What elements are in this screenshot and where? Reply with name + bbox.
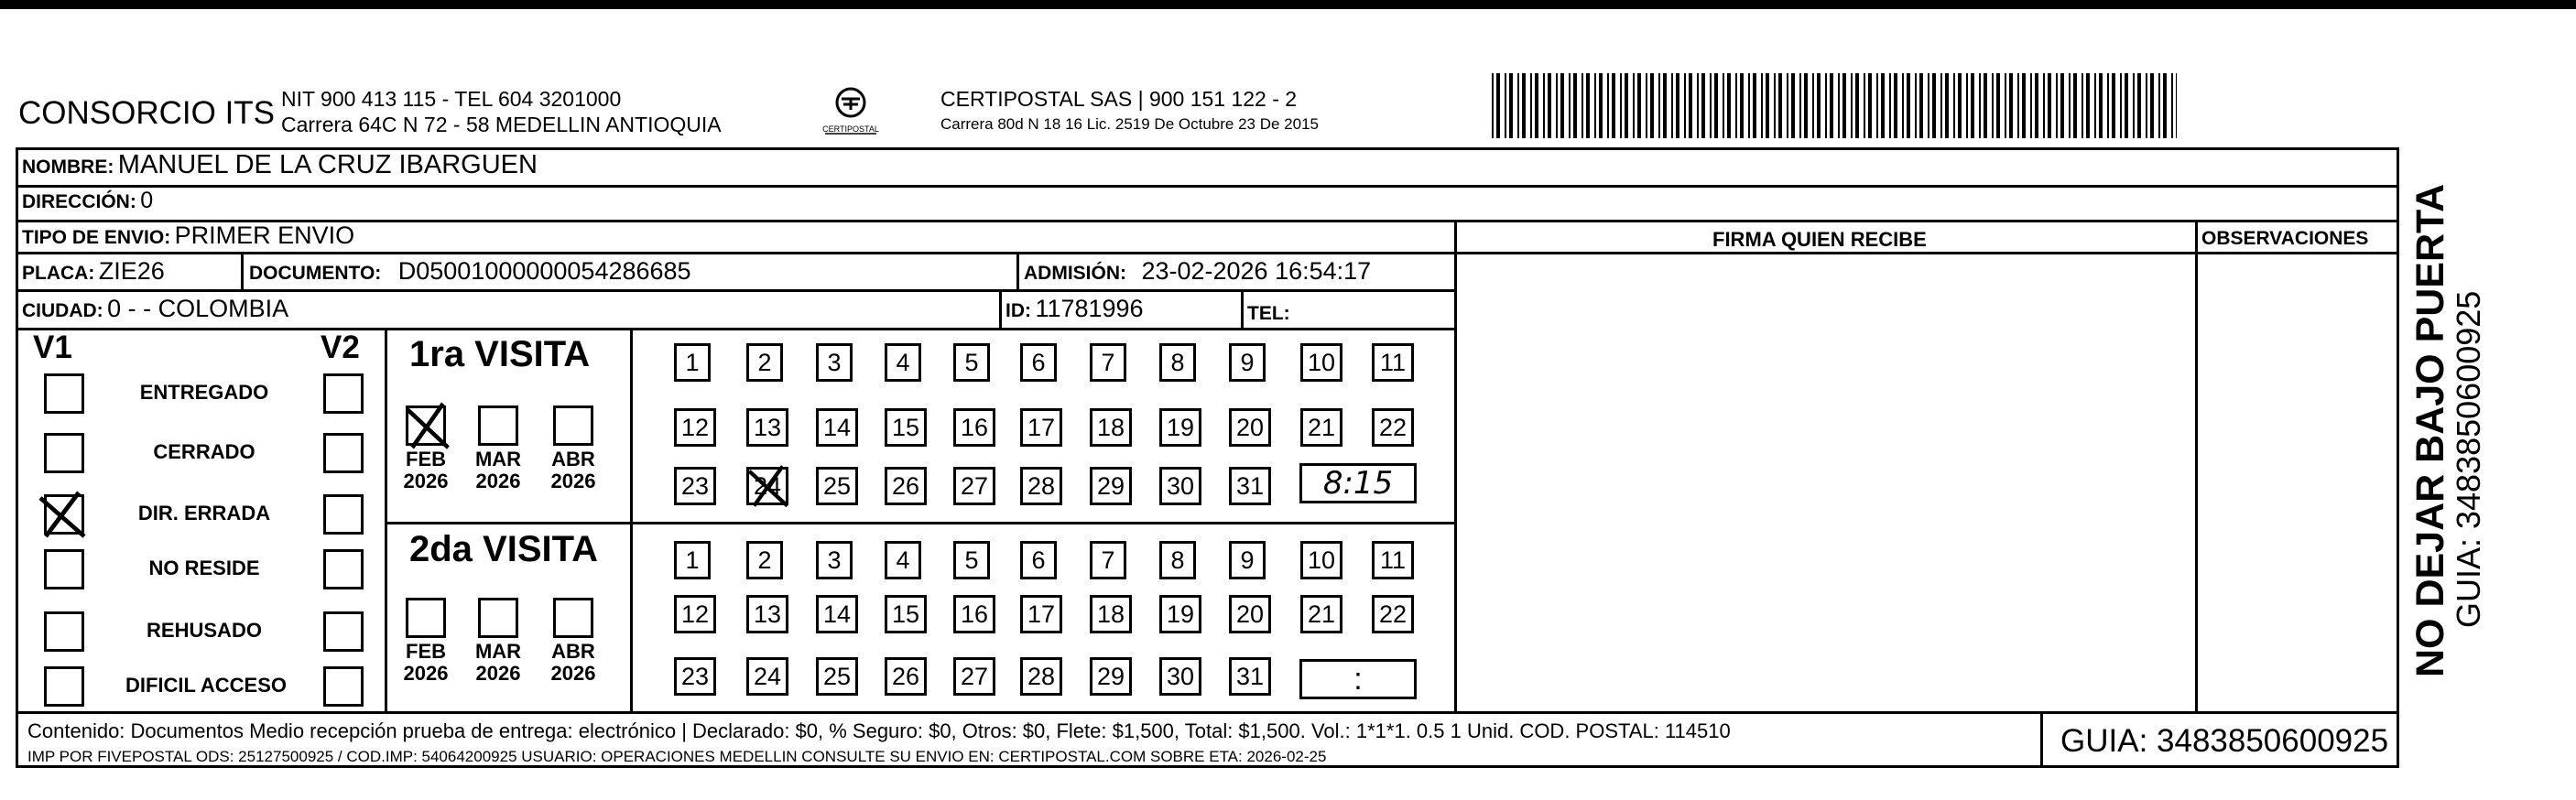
- month-checkbox[interactable]: [553, 405, 593, 446]
- tel-cell: [1247, 297, 1290, 327]
- day-box[interactable]: 4: [885, 343, 921, 382]
- month-checkbox[interactable]: [478, 405, 518, 446]
- v1-checkbox[interactable]: [44, 549, 84, 589]
- day-box[interactable]: 22: [1372, 595, 1414, 633]
- day-box[interactable]: 28: [1020, 467, 1062, 505]
- tel-label: TEL:: [1247, 303, 1290, 324]
- month-name: ABR: [551, 640, 595, 663]
- ciudad-cell: [22, 295, 288, 323]
- rule: [16, 185, 2399, 188]
- ciudad-label: CIUDAD:: [22, 300, 103, 321]
- admision-value: 23-02-2026 16:54:17: [1141, 257, 1372, 285]
- v1-checkbox[interactable]: [44, 373, 84, 414]
- certipostal-line: CERTIPOSTAL SAS | 900 151 122 - 2: [940, 87, 1298, 111]
- day-box[interactable]: 26: [885, 467, 927, 505]
- nombre-value: MANUEL DE LA CRUZ IBARGUEN: [117, 150, 538, 179]
- day-box[interactable]: 30: [1159, 657, 1201, 696]
- day-box[interactable]: 14: [816, 595, 858, 633]
- day-box[interactable]: 27: [953, 657, 995, 696]
- day-box[interactable]: 23: [674, 467, 716, 505]
- month-name: MAR: [474, 640, 522, 663]
- day-box[interactable]: 7: [1090, 541, 1126, 579]
- day-box[interactable]: 15: [885, 595, 927, 633]
- day-box[interactable]: 29: [1090, 467, 1132, 505]
- status-label: NO RESIDE: [148, 557, 260, 579]
- day-box[interactable]: 2: [746, 343, 783, 382]
- day-box[interactable]: 17: [1020, 408, 1062, 447]
- month-name: FEB: [406, 448, 446, 470]
- logo-text: CERTIPOSTAL: [822, 124, 879, 134]
- day-box[interactable]: 6: [1020, 541, 1057, 579]
- day-box[interactable]: 27: [953, 467, 995, 505]
- day-box[interactable]: 8: [1159, 541, 1196, 579]
- day-box[interactable]: 21: [1300, 408, 1342, 447]
- status-label: CERRADO: [153, 440, 255, 463]
- placa-value: ZIE26: [98, 257, 165, 285]
- month-year: 2026: [550, 662, 596, 685]
- day-box[interactable]: 31: [1229, 467, 1271, 505]
- direccion-row: [22, 188, 153, 214]
- day-box[interactable]: 7: [1090, 343, 1126, 382]
- day-box[interactable]: 8: [1159, 343, 1196, 382]
- certipostal-info: [940, 86, 1319, 137]
- id-cell: [1005, 295, 1144, 323]
- day-box[interactable]: 24: [746, 467, 788, 505]
- day-box[interactable]: 12: [674, 408, 716, 447]
- company-nit: [281, 86, 722, 137]
- month-label: [548, 641, 599, 685]
- day-box[interactable]: 19: [1159, 595, 1201, 633]
- nit-line: NIT 900 413 115 - TEL 604 3201000: [281, 87, 622, 111]
- signature-header: FIRMA QUIEN RECIBE: [1712, 228, 1927, 251]
- second-visit-title: 2da VISITA: [409, 529, 598, 569]
- month-label: [473, 641, 524, 685]
- nombre-label: NOMBRE:: [22, 157, 114, 178]
- day-box[interactable]: 31: [1229, 657, 1271, 696]
- first-visit-title: 1ra VISITA: [409, 334, 591, 374]
- v1-header: V1: [33, 330, 72, 365]
- day-box[interactable]: 15: [885, 408, 927, 447]
- rule: [16, 220, 2399, 222]
- month-year: 2026: [403, 662, 449, 685]
- day-box[interactable]: 5: [953, 343, 990, 382]
- no-dejar-notice: NO DEJAR BAJO PUERTA: [2408, 183, 2452, 677]
- barcode: [1492, 73, 2177, 138]
- second-visit-time[interactable]: :: [1299, 659, 1417, 699]
- content-line: Contenido: Documentos Medio recepción prueba de entrega: electrónico | Declarado: $0, % Seguro: $0, Otros: $0, Flete: $1,500, Total: $1,500. Vol.: 1*1*1. 0.5 1 Unid. COD. POSTAL: 114510: [27, 719, 1731, 742]
- day-box[interactable]: 13: [746, 595, 788, 633]
- month-checkbox[interactable]: [478, 598, 518, 638]
- v1-check-mark: [35, 487, 90, 542]
- v1-checkbox[interactable]: [44, 611, 84, 652]
- guia-number: GUIA: 3483850600925: [2060, 723, 2389, 759]
- day-box[interactable]: 6: [1020, 343, 1057, 382]
- day-box[interactable]: 11: [1372, 343, 1414, 382]
- rule: [1016, 252, 1019, 289]
- v2-checkbox[interactable]: [323, 611, 364, 652]
- month-check-mark: [402, 398, 453, 453]
- day-box[interactable]: 20: [1229, 408, 1271, 447]
- day-box[interactable]: 5: [953, 541, 990, 579]
- tipo-envio-value: PRIMER ENVIO: [174, 222, 355, 249]
- side-guia: GUIA: 3483850600925: [2450, 290, 2487, 628]
- rule: [999, 289, 1002, 328]
- day-box[interactable]: 1: [674, 541, 711, 579]
- rule: [2040, 711, 2043, 768]
- placa-label: PLACA:: [22, 263, 95, 284]
- day-box[interactable]: 25: [816, 467, 858, 505]
- day-box[interactable]: 21: [1300, 595, 1342, 633]
- direccion-label: DIRECCIÓN:: [22, 191, 136, 212]
- day-box[interactable]: 13: [746, 408, 788, 447]
- month-name: FEB: [406, 640, 446, 663]
- day-box[interactable]: 18: [1090, 595, 1132, 633]
- month-label: [400, 641, 451, 685]
- delivery-form: [16, 147, 2399, 768]
- id-label: ID:: [1005, 300, 1031, 321]
- tipo-envio-label: TIPO DE ENVIO:: [22, 227, 171, 248]
- side-notice: [2408, 184, 2488, 677]
- rule: [16, 328, 1456, 330]
- day-check-mark: [745, 461, 792, 511]
- nombre-row: [22, 150, 538, 180]
- day-box[interactable]: 3: [816, 343, 853, 382]
- month-label: [548, 449, 599, 492]
- rule: [1454, 220, 1457, 711]
- month-name: MAR: [474, 448, 522, 470]
- month-checkbox[interactable]: [406, 598, 446, 638]
- print-info-line: IMP POR FIVEPOSTAL ODS: 25127500925 / COD.IMP: 54064200925 USUARIO: OPERACIONES MEDELLIN CONSULTE SU ENVIO EN: CERTIPOSTAL.COM SOBRE ETA: 2026-02-25: [27, 748, 1327, 765]
- v2-checkbox[interactable]: [323, 666, 364, 707]
- v2-checkbox[interactable]: [323, 433, 364, 473]
- rule: [1457, 252, 2196, 254]
- day-box[interactable]: 1: [674, 343, 711, 382]
- day-box[interactable]: 10: [1300, 541, 1342, 579]
- day-box[interactable]: 20: [1229, 595, 1271, 633]
- v2-header: V2: [321, 330, 360, 365]
- status-label: REHUSADO: [147, 619, 262, 642]
- status-label: DIR. ERRADA: [137, 502, 271, 524]
- rule: [2196, 252, 2399, 254]
- day-box[interactable]: 2: [746, 541, 783, 579]
- month-year: 2026: [475, 470, 521, 492]
- month-year: 2026: [403, 470, 449, 492]
- status-label: DIFICIL ACCESO: [125, 674, 287, 697]
- top-border: [0, 0, 2576, 9]
- day-box[interactable]: 18: [1090, 408, 1132, 447]
- placa-cell: [22, 257, 165, 286]
- day-box[interactable]: 10: [1300, 343, 1342, 382]
- rule: [385, 328, 387, 711]
- rule: [2195, 220, 2198, 711]
- rule: [241, 252, 244, 289]
- documento-cell: [249, 257, 691, 286]
- month-year: 2026: [550, 470, 596, 492]
- v1-checkbox[interactable]: [44, 433, 84, 473]
- rule: [385, 522, 1456, 524]
- day-box[interactable]: 19: [1159, 408, 1201, 447]
- month-checkbox[interactable]: [553, 598, 593, 638]
- day-box[interactable]: 30: [1159, 467, 1201, 505]
- tipo-envio-row: [22, 222, 354, 250]
- status-label: ENTREGADO: [139, 381, 269, 404]
- first-visit-time[interactable]: 8:15: [1299, 463, 1417, 503]
- address-line: Carrera 64C N 72 - 58 MEDELLIN ANTIOQUIA: [281, 113, 722, 136]
- v2-checkbox[interactable]: [323, 549, 364, 589]
- day-box[interactable]: 26: [885, 657, 927, 696]
- month-label: [400, 449, 451, 492]
- day-box[interactable]: 4: [885, 541, 921, 579]
- day-box[interactable]: 24: [746, 657, 788, 696]
- day-box[interactable]: 25: [816, 657, 858, 696]
- day-box[interactable]: 16: [953, 408, 995, 447]
- day-box[interactable]: 9: [1229, 541, 1266, 579]
- observations-header: OBSERVACIONES: [2201, 228, 2369, 249]
- day-box[interactable]: 14: [816, 408, 858, 447]
- company-name: CONSORCIO ITS: [18, 95, 276, 131]
- day-box[interactable]: 9: [1229, 343, 1266, 382]
- day-box[interactable]: 28: [1020, 657, 1062, 696]
- documento-value: D05001000000054286685: [397, 257, 691, 285]
- documento-label: DOCUMENTO:: [249, 263, 382, 284]
- day-box[interactable]: 29: [1090, 657, 1132, 696]
- id-value: 11781996: [1035, 295, 1144, 322]
- rule: [630, 328, 633, 711]
- direccion-value: 0: [140, 188, 154, 213]
- admision-cell: [1024, 257, 1371, 286]
- month-label: [473, 449, 524, 492]
- v2-checkbox[interactable]: [323, 494, 364, 535]
- day-box[interactable]: 12: [674, 595, 716, 633]
- v2-checkbox[interactable]: [323, 373, 364, 414]
- admision-label: ADMISIÓN:: [1024, 263, 1126, 284]
- month-year: 2026: [475, 662, 521, 685]
- license-line: Carrera 80d N 18 16 Lic. 2519 De Octubre 23 De 2015: [940, 115, 1319, 133]
- day-box[interactable]: 22: [1372, 408, 1414, 447]
- day-box[interactable]: 16: [953, 595, 995, 633]
- ciudad-value: 0 - - COLOMBIA: [107, 295, 289, 322]
- v1-checkbox[interactable]: [44, 666, 84, 707]
- month-name: ABR: [551, 448, 595, 470]
- day-box[interactable]: 23: [674, 657, 716, 696]
- day-box[interactable]: 3: [816, 541, 853, 579]
- day-box[interactable]: 11: [1372, 541, 1414, 579]
- rule: [1241, 289, 1244, 328]
- day-box[interactable]: 17: [1020, 595, 1062, 633]
